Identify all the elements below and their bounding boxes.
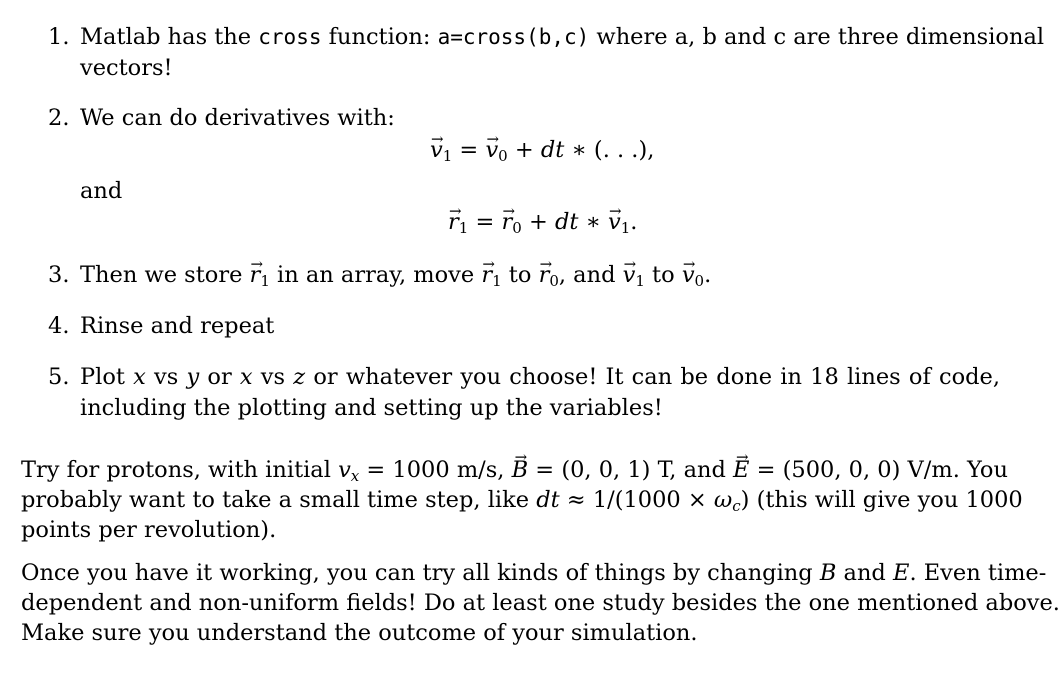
list-item-text: Then we store → $r_1$ in an array, move → $r_1$ to → $r_0$, and → $v_1$ to → $v_0$. [80, 260, 1000, 291]
equation-position: → $r_1$ = → $r_0$ + dt ∗ → $v_1$. [448, 207, 637, 237]
list-item-text: We can do derivatives with: [80, 105, 395, 131]
list-item-text: Matlab has the cross function: a=cross(b,c) where a, b and c are three dimensional vectors! [80, 24, 1045, 81]
list-number: 4. [48, 313, 70, 339]
code-cross-call: a=cross(b,c) [437, 25, 590, 49]
list-item-text: Rinse and repeat [80, 313, 275, 339]
list-number: 1. [48, 24, 70, 50]
equation-velocity: → $v_1$ = → $v_0$ + dt ∗ (. . .), [430, 135, 654, 165]
paragraph-protons: Try for protons, with initial $v_x = 1000$ m/s, → B = (0, 0, 1) T, and → E = (500, 0, 0) V/m. You probably want to take a small time step, like dt ≈ $1/(1000 \times \omega_c)$ (this will give you 1000 points per revolution). [21, 455, 997, 545]
code-cross: cross [258, 25, 322, 49]
list-number: 2. [48, 105, 70, 131]
list-number: 3. [48, 262, 70, 288]
list-item-text: Plot x vs y or x vs z or whatever you choose! It can be done in 18 lines of code, including the plotting and setting up the variables! [80, 364, 1000, 421]
list-number: 5. [48, 364, 70, 390]
paragraph-study: Once you have it working, you can try all kinds of things by changing B and E. Even time- dependent and non-uniform fields! Do at least one study besides the one mentioned above. Make sure you understand the outcome of your simulation. [21, 560, 1060, 646]
document-page: 1. Matlab has the cross function: a=cross(b,c) where a, b and c are three dimensional vectors! 2. We can do derivatives with: → $v_1$ = → $v_0$ + dt ∗ (. . .), and → $r_1$ = → $r_0$ + dt ∗ → $v_1$. 3. Then we store → $r_1$ in an array, move → $r_1$ to → $r_0$, and → $v_1$ to → $v_0$. 4. Rinse and repeat 5. Plot x vs y or x vs z or whatever you choose! It can be done in 18 lines of code, including the plotting and setting up the variables! Try for protons, with initial $v_x = 1000$ m/s, → B = (0, 0, 1) T, and → E = (500, 0, 0) V/m. You probably want to take a small time step, like dt ≈ $1/(1000 \times \omega_c)$ (this will give you 1000 points per revolution). Once you have it working, you can try all kinds of things by changing B and E. Even time- dependent and non-uniform fields! Do at least one study besides the one mentioned above. Make sure you understand the outcome of your simulation. [0, 0, 1024, 679]
